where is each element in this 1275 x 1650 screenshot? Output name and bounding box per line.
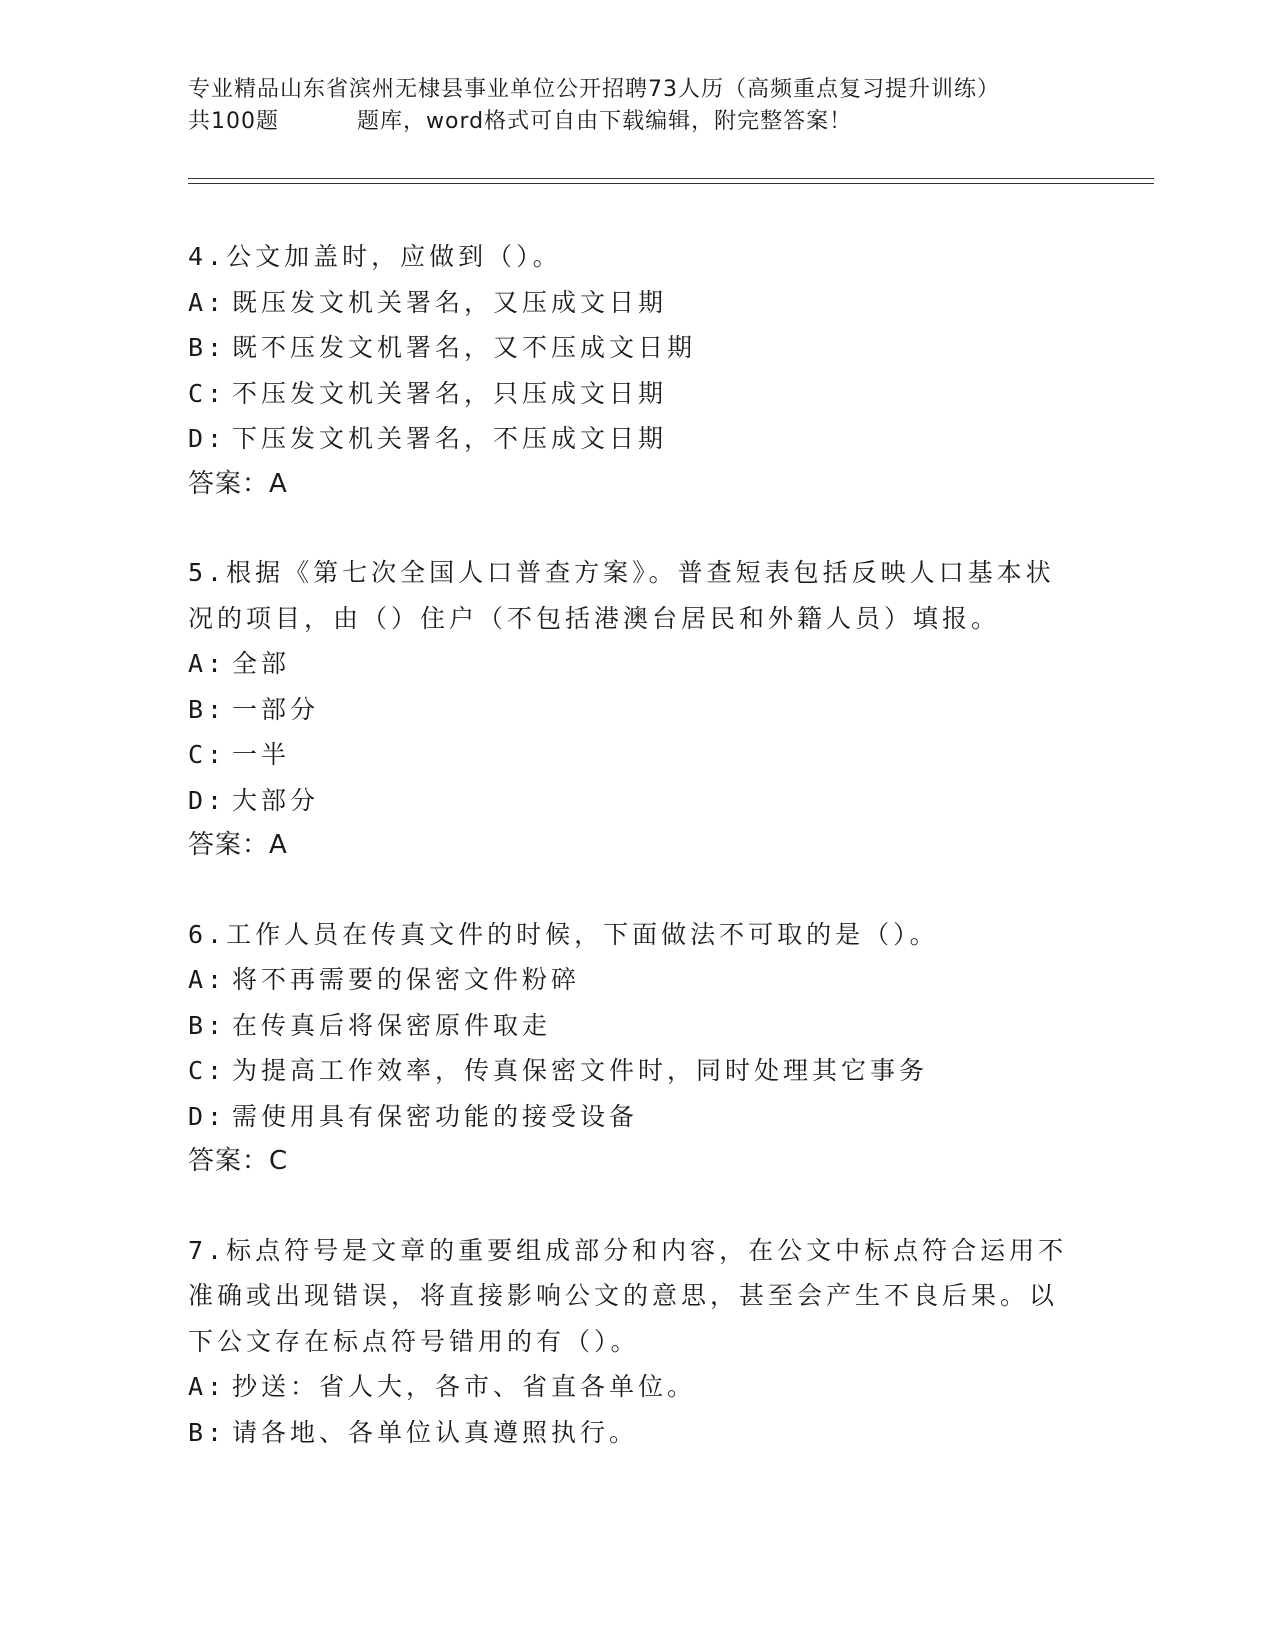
option-b xyxy=(188,1410,1088,1456)
option-letter: B: xyxy=(188,694,227,724)
option-text: 全部 xyxy=(232,649,291,678)
answer-line: 答案：A xyxy=(188,468,288,499)
option-a xyxy=(188,1364,1088,1410)
question-stem: 6.工作人员在传真文件的时候，下面做法不可取的是（）。 xyxy=(188,919,939,949)
option-c xyxy=(188,1048,1088,1094)
question-item xyxy=(188,912,1088,1185)
option-c xyxy=(188,732,1088,778)
option-text: 下压发文机关署名，不压成文日期 xyxy=(232,424,668,453)
question-stem: 7.标点符号是文章的重要组成部分和内容，在公文中标点符合运用不 xyxy=(188,1235,1068,1265)
question-item xyxy=(188,1228,1088,1456)
option-text: 既压发文机关署名，又压成文日期 xyxy=(232,287,668,317)
header-divider-bottom xyxy=(188,183,1154,184)
header-divider-top xyxy=(188,178,1154,179)
option-text: 一半 xyxy=(232,740,291,769)
option-text: 在传真后将保密原件取走 xyxy=(232,1010,552,1040)
option-c xyxy=(188,371,1088,417)
option-d xyxy=(188,1094,1088,1140)
option-text: 为提高工作效率，传真保密文件时，同时处理其它事务 xyxy=(232,1056,929,1085)
option-text: 大部分 xyxy=(232,785,320,815)
option-letter: C: xyxy=(188,378,227,408)
question-stem: 准确或出现错误，将直接影响公文的意思，甚至会产生不良后果。以 xyxy=(188,1281,1059,1310)
question-list xyxy=(188,234,1088,1498)
option-letter: A: xyxy=(188,1372,227,1401)
option-b xyxy=(188,1003,1088,1049)
option-letter: A: xyxy=(188,965,227,994)
option-letter: B: xyxy=(188,333,227,362)
option-letter: A: xyxy=(188,649,227,678)
question-stem: 下公文存在标点符号错用的有（）。 xyxy=(188,1326,640,1356)
header-title-line: 专业精品山东省滨州无棣县事业单位公开招聘73人历（高频重点复习提升训练） xyxy=(188,77,1000,102)
option-d xyxy=(188,778,1088,824)
option-a xyxy=(188,280,1088,326)
answer-line: 答案：C xyxy=(188,1146,289,1176)
option-text: 一部分 xyxy=(232,694,320,724)
option-letter: D: xyxy=(188,1101,227,1131)
header-description: 题库，word格式可自由下载编辑，附完整答案！ xyxy=(357,109,853,134)
option-text: 抄送：省人大，各市、省直各单位。 xyxy=(232,1372,697,1401)
option-letter: C: xyxy=(188,1056,227,1085)
option-letter: B: xyxy=(188,1010,227,1040)
question-stem: 5.根据《第七次全国人口普查方案》。普查短表包括反映人口基本状 xyxy=(188,558,1055,587)
option-d xyxy=(188,416,1088,462)
option-text: 需使用具有保密功能的接受设备 xyxy=(232,1101,639,1131)
question-stem: 4.公文加盖时，应做到（）。 xyxy=(188,242,562,271)
option-letter: C: xyxy=(188,740,227,769)
answer-line: 答案：A xyxy=(188,830,288,860)
option-b xyxy=(188,687,1088,733)
question-item xyxy=(188,550,1088,869)
option-text: 不压发文机关署名，只压成文日期 xyxy=(232,378,668,408)
header-subtitle-line xyxy=(188,106,1088,138)
option-text: 将不再需要的保密文件粉碎 xyxy=(232,965,581,994)
option-a xyxy=(188,957,1088,1003)
option-text: 请各地、各单位认真遵照执行。 xyxy=(232,1417,639,1447)
header-question-count: 共100题 xyxy=(188,109,279,134)
option-letter: B: xyxy=(188,1417,227,1447)
option-b xyxy=(188,325,1088,371)
option-text: 既不压发文机署名，又不压成文日期 xyxy=(232,333,697,362)
document-header xyxy=(188,74,1088,138)
question-stem: 况的项目，由（）住户（不包括港澳台居民和外籍人员）填报。 xyxy=(188,603,1001,633)
option-letter: D: xyxy=(188,785,227,815)
question-item xyxy=(188,234,1088,507)
option-a xyxy=(188,641,1088,687)
option-letter: D: xyxy=(188,424,227,453)
option-letter: A: xyxy=(188,287,227,317)
